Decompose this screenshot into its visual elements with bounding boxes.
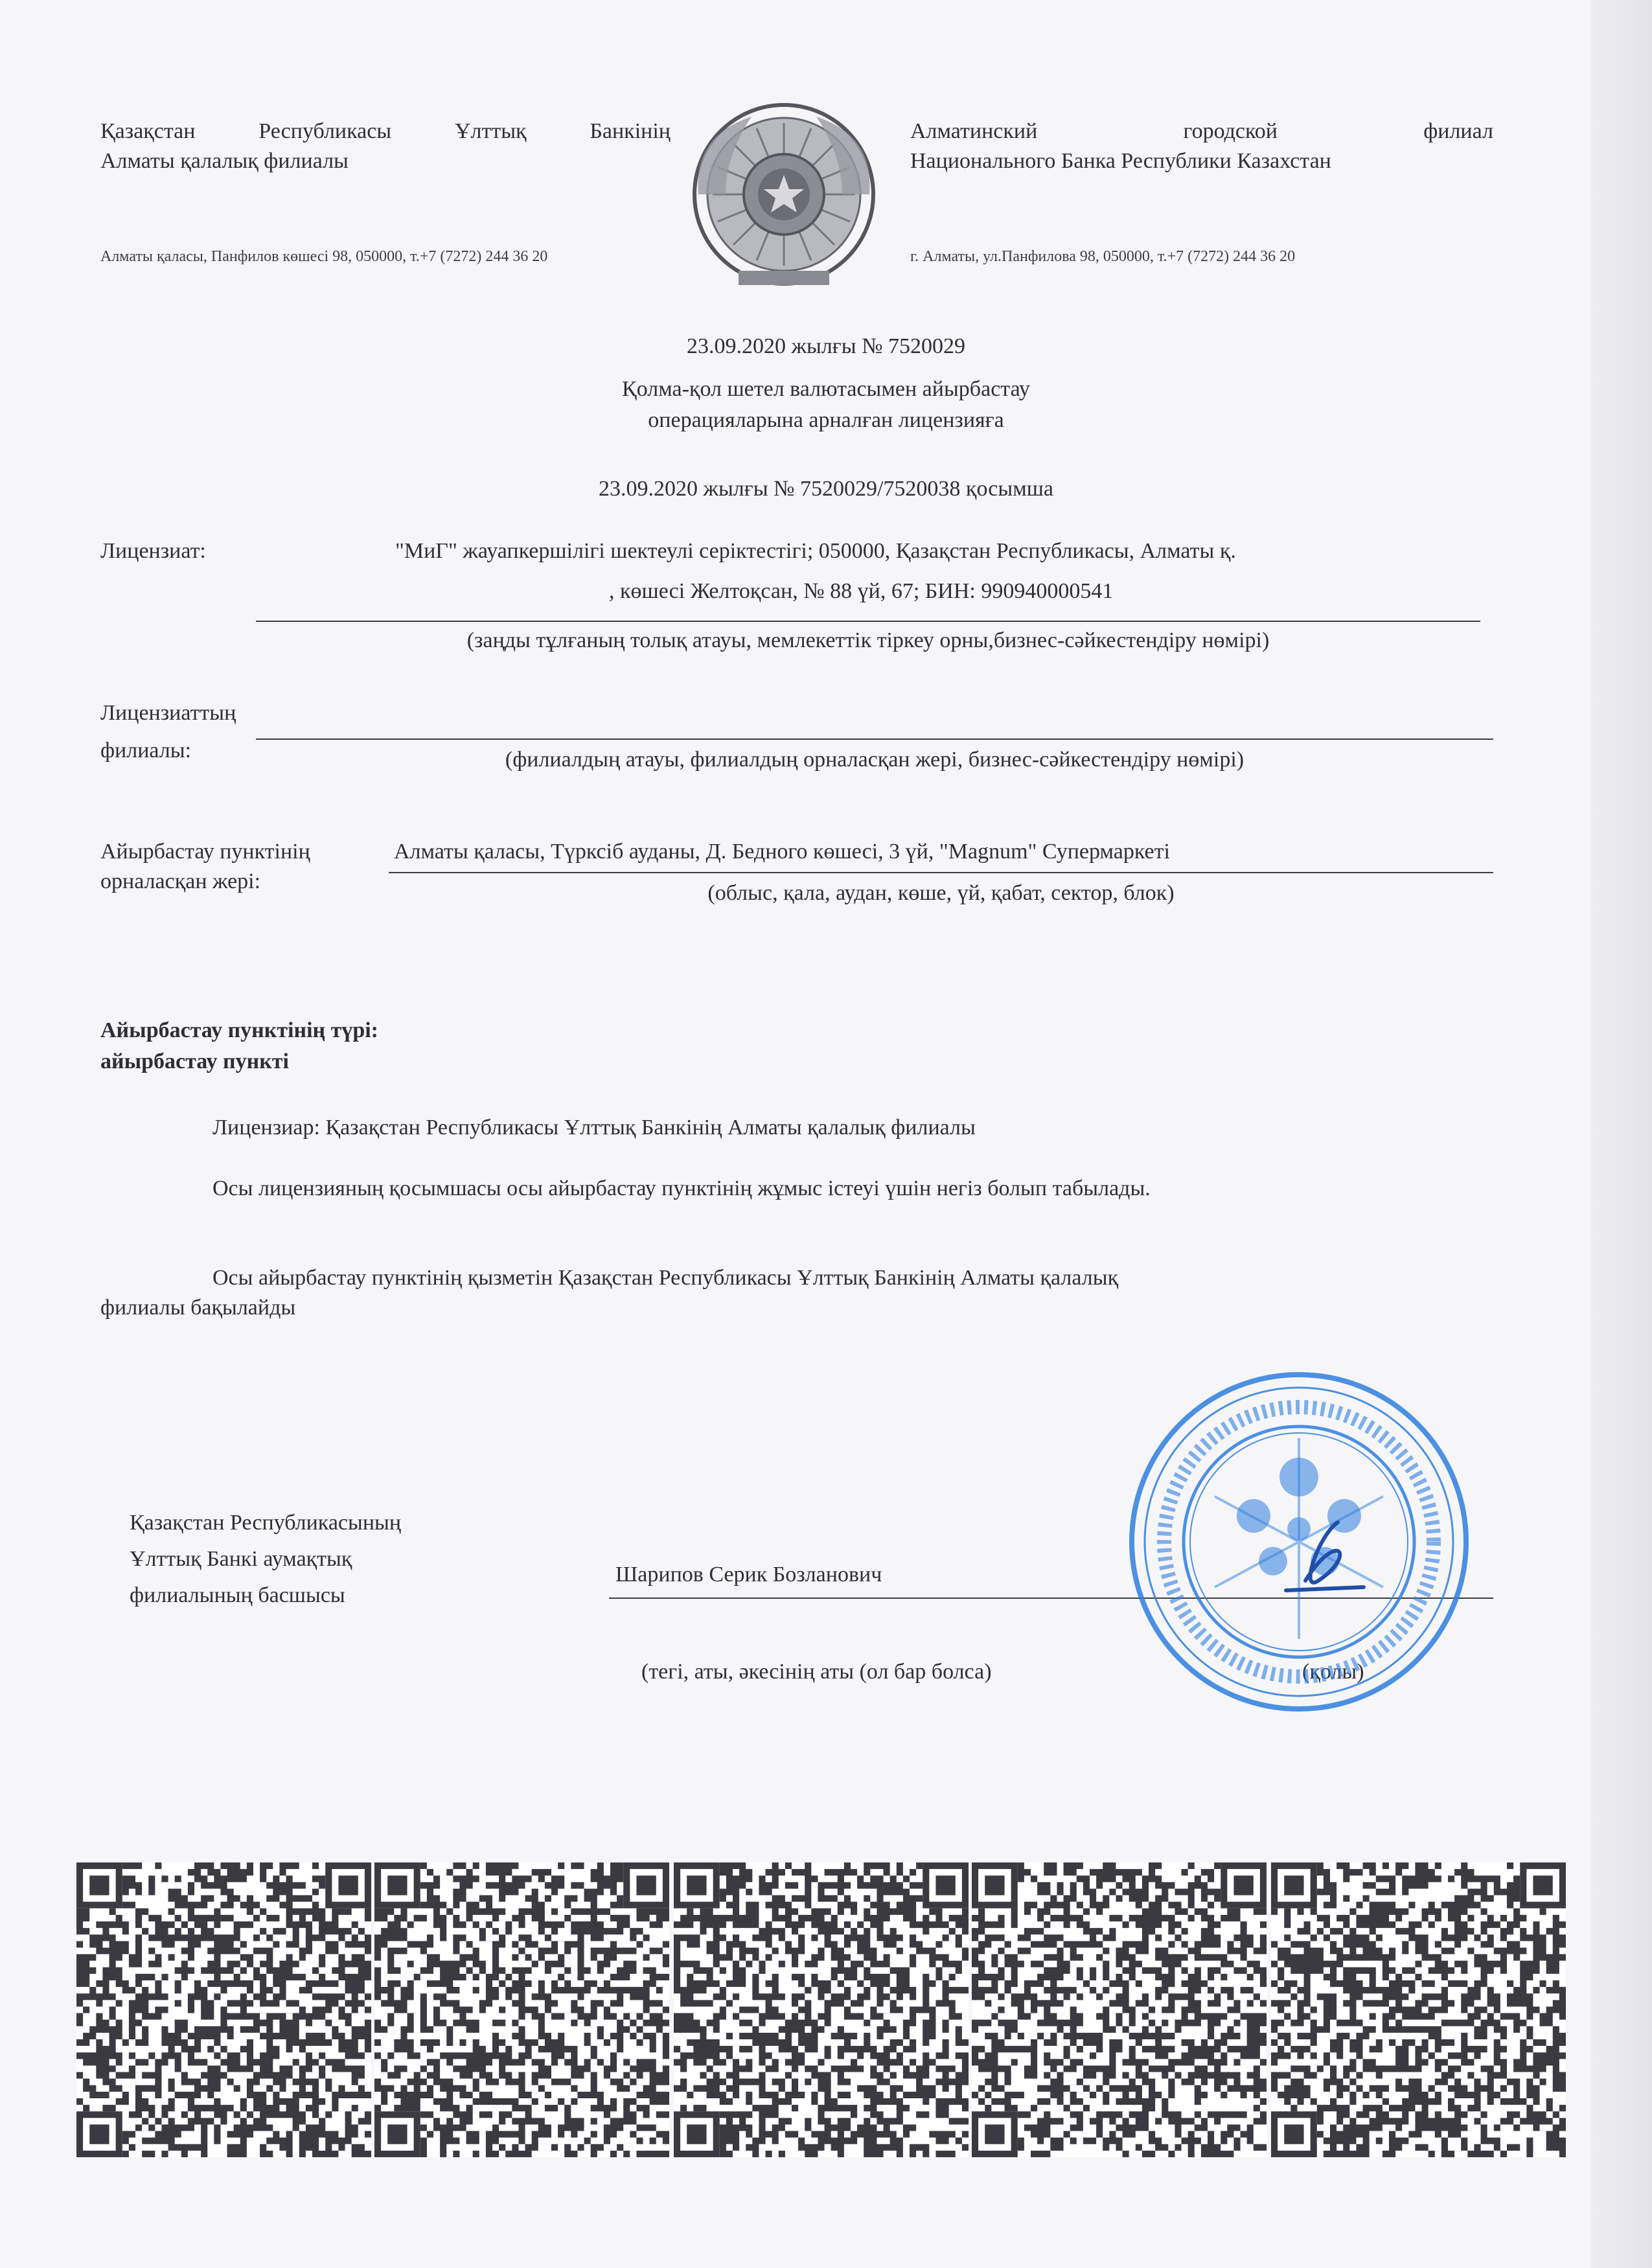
header-left-line1: Қазақстан Республикасы Ұлттық Банкінің — [100, 119, 671, 143]
kazakhstan-emblem-icon — [687, 97, 881, 292]
signer-name: Шарипов Серик Бозланович — [615, 1563, 882, 1586]
signature-caption: (қолы) — [1302, 1660, 1364, 1684]
control-paragraph-line2: филиалы бақылайды — [100, 1296, 296, 1320]
header-left — [100, 117, 671, 176]
branch-underline — [256, 739, 1493, 740]
qr-code-icon — [76, 1862, 371, 2157]
location-caption: (облыс, қала, аудан, көше, үй, қабат, сектор, блок) — [707, 881, 1175, 905]
signer-position-line1: Қазақстан Республикасының — [130, 1511, 402, 1535]
branch-label-line2: филиалы: — [100, 739, 192, 762]
header-right-address: г. Алматы, ул.Панфилова 98, 050000, т.+7 (7272) 244 36 20 — [910, 248, 1296, 265]
licensee-underline — [256, 621, 1480, 622]
location-value: Алматы қаласы, Түрксіб ауданы, Д. Бедного көшесі, 3 үй, "Magnum" Супермаркеті — [394, 840, 1170, 864]
licensee-value-line1: "МиГ" жауапкершілігі шектеулі серіктестігі; 050000, Қазақстан Республикасы, Алматы қ. — [395, 539, 1236, 563]
location-label-line2: орналасқан жері: — [100, 869, 261, 893]
branch-caption: (филиалдың атауы, филиалдың орналасқан жері, бизнес-сәйкестендіру нөмірі) — [505, 748, 1245, 772]
license-title-line2: операцияларына арналған лицензияға — [648, 408, 1004, 432]
header-left-line2: Алматы қалалық филиалы — [100, 149, 349, 173]
basis-paragraph: Осы лицензияның қосымшасы осы айырбастау пунктінің жұмыс істеуі үшін негіз болып табылады. — [212, 1176, 1151, 1200]
branch-label-line1: Лицензиаттың — [100, 701, 236, 725]
header-right-line1: Алматинский городской филиал — [910, 119, 1493, 143]
license-number: 23.09.2020 жылғы № 7520029 — [686, 334, 966, 358]
qr-code-icon — [374, 1862, 669, 2157]
header-left-address: Алматы қаласы, Панфилов көшесі 98, 050000, т.+7 (7272) 244 36 20 — [100, 248, 548, 265]
licensee-value-line2: , көшесі Желтоқсан, № 88 үй, 67; БИН: 990940000541 — [609, 579, 1114, 603]
header-right-line2: Национального Банка Республики Казахстан — [910, 149, 1331, 173]
point-type-value: айырбастау пункті — [100, 1049, 289, 1073]
qr-code-icon — [972, 1862, 1267, 2157]
licensor-paragraph: Лицензиар: Қазақстан Республикасы Ұлттық Банкінің Алматы қалалық филиалы — [212, 1116, 976, 1140]
point-type-label: Айырбастау пунктінің түрі: — [100, 1018, 379, 1042]
signer-position-line3: филиалының басшысы — [130, 1583, 345, 1607]
official-round-stamp-icon — [1124, 1367, 1474, 1717]
licensee-caption: (заңды тұлғаның толық атауы, мемлекеттік тіркеу орны,бизнес-сәйкестендіру нөмірі) — [466, 628, 1270, 652]
location-underline — [389, 872, 1493, 873]
qr-code-icon — [674, 1862, 969, 2157]
control-paragraph-line1: Осы айырбастау пунктінің қызметін Қазақстан Республикасы Ұлттық Банкінің Алматы қалалық — [212, 1266, 1119, 1290]
location-label-line1: Айырбастау пунктінің — [100, 840, 310, 864]
qr-code-icon — [1271, 1862, 1566, 2157]
signer-position-line2: Ұлттық Банкі аумақтық — [130, 1547, 352, 1571]
signer-name-caption: (тегі, аты, әкесінің аты (ол бар болса) — [641, 1660, 992, 1684]
licensee-label: Лицензиат: — [100, 539, 206, 563]
header-right — [910, 117, 1493, 176]
appendix-number: 23.09.2020 жылғы № 7520029/7520038 қосымша — [598, 477, 1054, 501]
license-title-line1: Қолма-қол шетел валютасымен айырбастау — [622, 377, 1030, 401]
